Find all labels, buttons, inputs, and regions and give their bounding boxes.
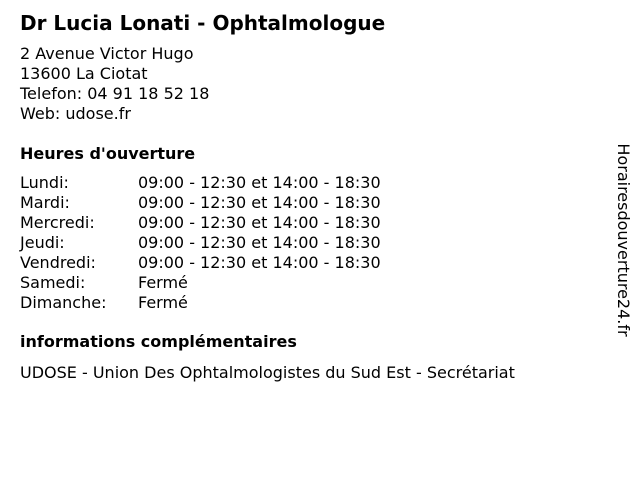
street-address: 2 Avenue Victor Hugo: [20, 44, 194, 63]
hours-value: 09:00 - 12:30 et 14:00 - 18:30: [138, 213, 381, 232]
opening-hours-heading: Heures d'ouverture: [20, 144, 196, 163]
day-label: Samedi:: [20, 273, 86, 292]
hours-row: [20, 193, 600, 213]
hours-row: [20, 293, 600, 313]
site-watermark: Horairesdouverture24.fr: [614, 143, 633, 337]
additional-info-heading: informations complémentaires: [20, 332, 297, 351]
additional-info-text: UDOSE - Union Des Ophtalmologistes du Sud Est - Secrétariat: [20, 363, 515, 382]
hours-value: Fermé: [138, 293, 188, 312]
hours-row: [20, 233, 600, 253]
day-label: Mardi:: [20, 193, 70, 212]
day-label: Jeudi:: [20, 233, 65, 252]
phone-number: Telefon: 04 91 18 52 18: [20, 84, 210, 103]
hours-row: [20, 213, 600, 233]
day-label: Dimanche:: [20, 293, 107, 312]
hours-row: [20, 273, 600, 293]
hours-row: [20, 253, 600, 273]
hours-row: [20, 173, 600, 193]
day-label: Mercredi:: [20, 213, 95, 232]
page-title: Dr Lucia Lonati - Ophtalmologue: [20, 11, 386, 35]
address-block: [20, 44, 600, 124]
hours-value: 09:00 - 12:30 et 14:00 - 18:30: [138, 193, 381, 212]
day-label: Vendredi:: [20, 253, 96, 272]
hours-value: Fermé: [138, 273, 188, 292]
city-address: 13600 La Ciotat: [20, 64, 148, 83]
website: Web: udose.fr: [20, 104, 131, 123]
listing-card: [20, 10, 600, 383]
day-label: Lundi:: [20, 173, 69, 192]
opening-hours-table: [20, 173, 600, 313]
hours-value: 09:00 - 12:30 et 14:00 - 18:30: [138, 253, 381, 272]
hours-value: 09:00 - 12:30 et 14:00 - 18:30: [138, 233, 381, 252]
hours-value: 09:00 - 12:30 et 14:00 - 18:30: [138, 173, 381, 192]
